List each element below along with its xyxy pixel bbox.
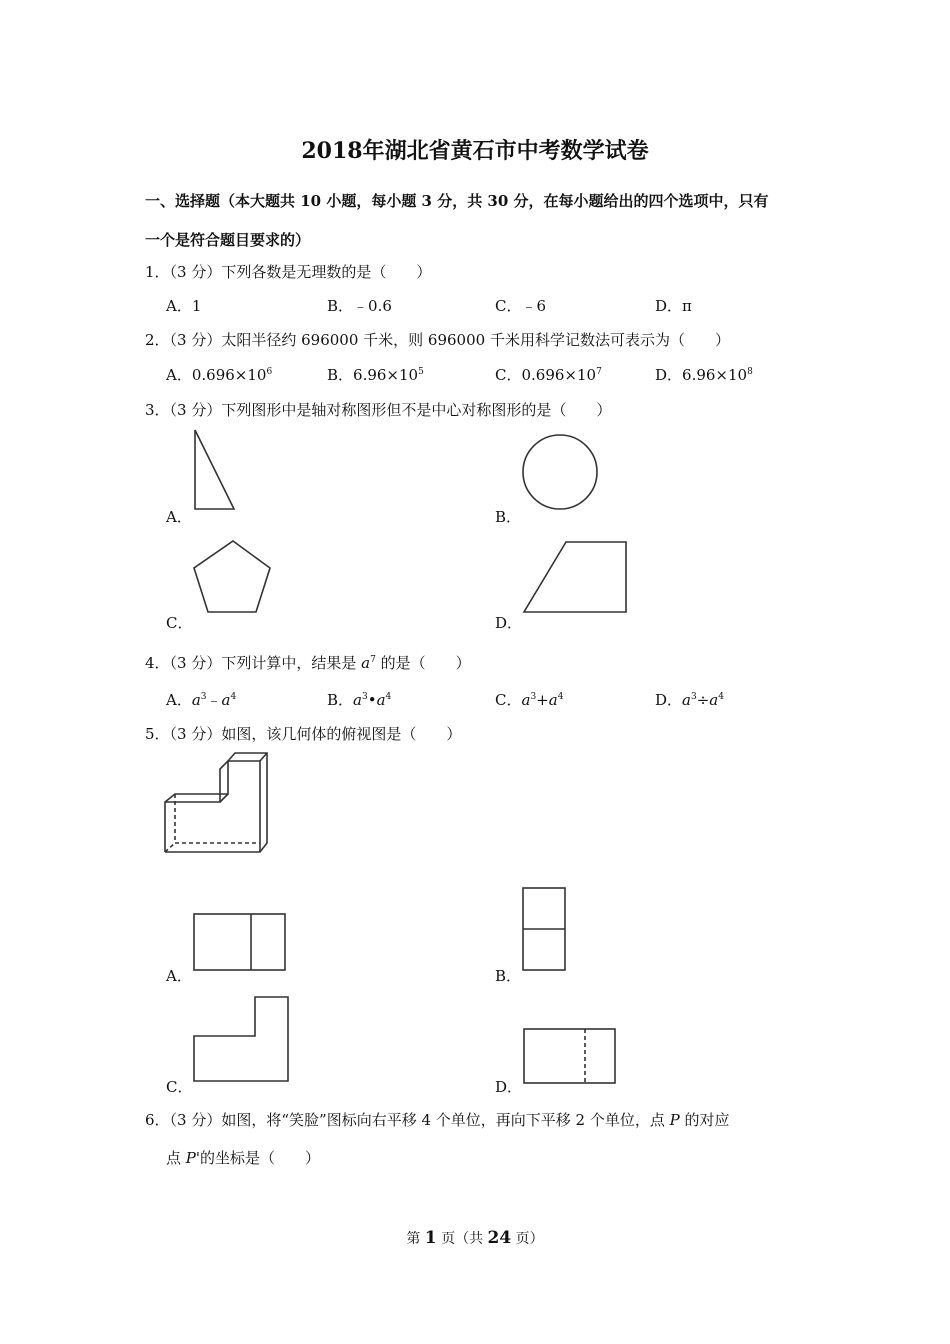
question-6-line1: 6．（3 分）如图，将“笑脸”图标向右平移 4 个单位，再向下平移 2 个单位，点 P 的对应	[145, 1111, 730, 1129]
q2-option-d: D．$6.96\times 10^8$	[655, 366, 753, 384]
question-4-text: 4．（3 分）下列计算中，结果是 $a^7$ 的是（ ）	[145, 654, 471, 672]
triangle-figure	[190, 427, 240, 513]
page-title: 2018年湖北省黄石市中考数学试卷	[301, 138, 649, 164]
top-view-option-a	[190, 910, 290, 975]
q5-option-c-label: C．	[166, 1078, 193, 1096]
q4-option-d: D．$a^3\div a^4$	[655, 691, 724, 709]
circle-figure	[518, 432, 602, 514]
question-5-text: 5．（3 分）如图，该几何体的俯视图是（ ）	[145, 725, 462, 743]
question-6-line2: 点 P'的坐标是（ ）	[166, 1149, 321, 1167]
top-view-option-b	[519, 884, 569, 974]
q1-option-b: B．﹣0.6	[327, 297, 392, 315]
trapezoid-figure	[520, 538, 632, 616]
q1-option-a: A．1	[166, 297, 202, 315]
l-shaped-solid-figure	[160, 748, 275, 858]
q4-option-a: A．$a^3﹣a^4$	[166, 691, 237, 709]
q3-option-a-label: A．	[166, 508, 192, 526]
top-view-option-d	[520, 1025, 620, 1087]
pentagon-figure	[190, 538, 276, 616]
q2-option-a: A．$0.696\times 10^6$	[166, 366, 273, 384]
q3-option-b-label: B．	[495, 508, 522, 526]
q4-option-b: B．$a^3•a^4$	[327, 691, 392, 709]
question-3-text: 3．（3 分）下列图形中是轴对称图形但不是中心对称图形的是（ ）	[145, 401, 612, 419]
q5-option-a-label: A．	[166, 967, 192, 985]
q1-option-c: C．﹣6	[495, 297, 547, 315]
question-2-text: 2．（3 分）太阳半径约 696000 千米，则 696000 千米用科学记数法可表示为（ ）	[145, 331, 730, 349]
q2-option-b: B．$6.96\times 10^5$	[327, 366, 424, 384]
q3-option-d-label: D．	[495, 614, 523, 632]
q4-option-c: C．$a^3+a^4$	[495, 691, 564, 709]
q1-option-d: D．π	[655, 297, 692, 315]
q5-option-d-label: D．	[495, 1078, 523, 1096]
page-footer: 第 1 页（共 24 页）	[406, 1228, 544, 1248]
top-view-option-c	[190, 993, 292, 1085]
q3-option-c-label: C．	[166, 614, 193, 632]
q5-option-b-label: B．	[495, 967, 522, 985]
question-1-text: 1．（3 分）下列各数是无理数的是（ ）	[145, 263, 432, 281]
section-heading-line2: 一个是符合题目要求的）	[145, 231, 311, 249]
section-heading-line1: 一、选择题（本大题共 10 小题，每小题 3 分，共 30 分，在每小题给出的四个选项中，只有	[145, 192, 769, 210]
q2-option-c: C．$0.696\times 10^7$	[495, 366, 602, 384]
